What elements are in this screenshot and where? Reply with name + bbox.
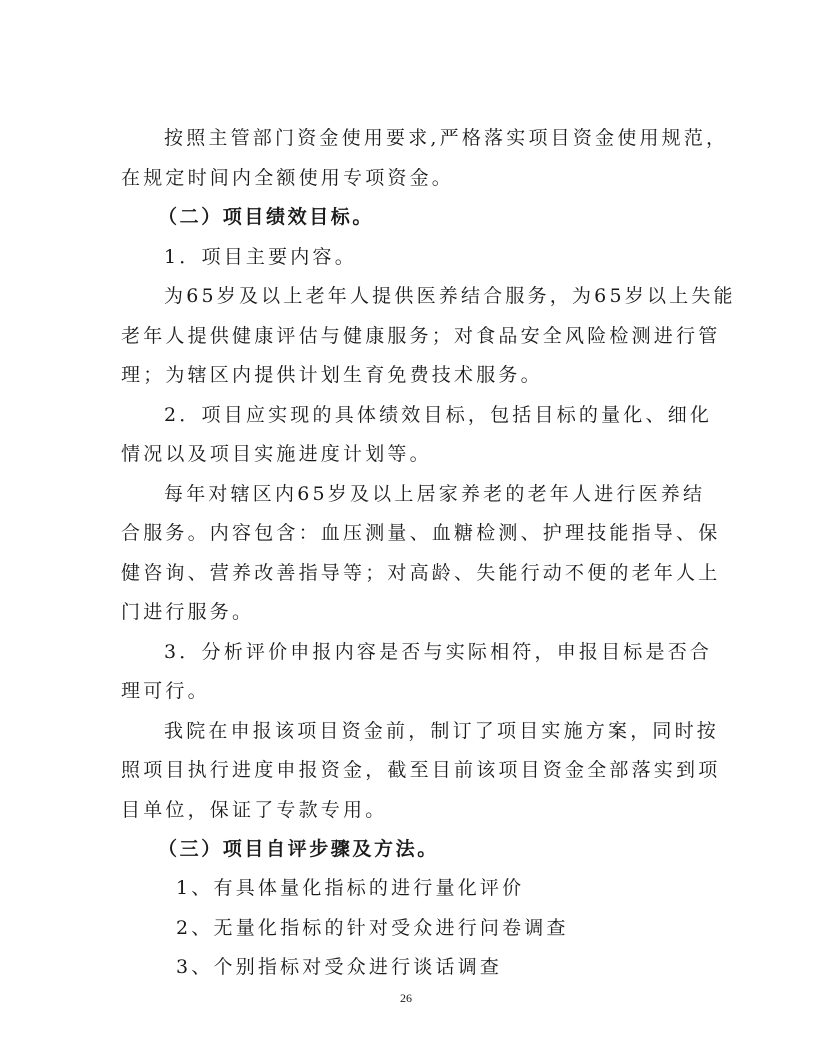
paragraph-line-2: 在规定时间内全额使用专项资金。	[121, 167, 455, 189]
list-item-2: 2、无量化指标的针对受众进行问卷调查	[176, 917, 569, 939]
paragraph-line-10: 每年对辖区内65岁及以上居家养老的老年人进行医养结	[164, 483, 706, 505]
paragraph-line-13: 门进行服务。	[121, 601, 255, 623]
list-item-1: 1、有具体量化指标的进行量化评价	[176, 877, 525, 899]
paragraph-line-15: 理可行。	[121, 680, 210, 702]
paragraph-line-9: 情况以及项目实施进度计划等。	[121, 443, 432, 465]
subheading-2: 2．项目应实现的具体绩效目标，包括目标的量化、细化	[164, 404, 713, 426]
paragraph-line-16: 我院在申报该项目资金前，制订了项目实施方案，同时按	[164, 720, 720, 742]
paragraph-line-5: 为65岁及以上老年人提供医养结合服务，为65岁以上失能	[164, 285, 736, 307]
paragraph-line-6: 老年人提供健康评估与健康服务；对食品安全风险检测进行管	[121, 325, 721, 347]
paragraph-line-1: 按照主管部门资金使用要求,严格落实项目资金使用规范，	[164, 127, 729, 149]
subheading-1: 1．项目主要内容。	[164, 246, 357, 268]
paragraph-line-11: 合服务。内容包含：血压测量、血糖检测、护理技能指导、保	[121, 522, 721, 544]
page-number: 26	[400, 991, 412, 1005]
paragraph-line-12: 健咨询、营养改善指导等；对高龄、失能行动不便的老年人上	[121, 562, 721, 584]
paragraph-line-18: 目单位，保证了专款专用。	[121, 799, 388, 821]
section-heading-2: （二）项目绩效目标。	[158, 206, 375, 228]
paragraph-line-7: 理；为辖区内提供计划生育免费技术服务。	[121, 364, 543, 386]
paragraph-line-17: 照项目执行进度申报资金，截至目前该项目资金全部落实到项	[121, 759, 721, 781]
section-heading-3: （三）项目自评步骤及方法。	[158, 838, 439, 860]
list-item-3: 3、个别指标对受众进行谈话调查	[176, 956, 503, 978]
subheading-3: 3．分析评价申报内容是否与实际相符，申报目标是否合	[164, 641, 713, 663]
